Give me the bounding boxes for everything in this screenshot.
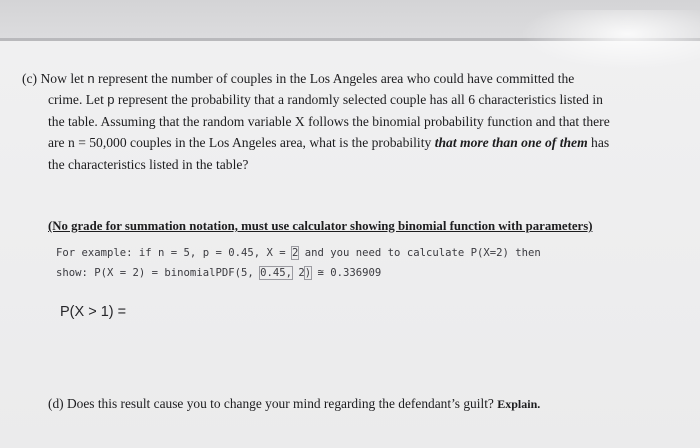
text: represent the number of couples in the Los Angeles area who could have committed the [94,71,575,86]
variable-n: n [87,71,95,86]
emphasis-text: that more than one of them [434,135,588,151]
probability-expression: P(X > 1) = [60,304,127,320]
text: and you need to calculate P(X=2) then [298,247,541,259]
screen-glare [520,10,700,70]
requirement-note: (No grade for summation notation, must use calculator showing binomial function with parameters) [48,219,593,233]
text: 2 [292,267,305,279]
part-d-question [48,396,540,412]
text: the characteristics listed in the table? [48,156,249,172]
example-line-1 [56,243,541,263]
highlight-box: 0.45, [260,267,292,279]
text: (c) Now let [22,71,88,86]
part-c-line-4 [22,132,672,153]
highlight-box: 2 [292,247,299,259]
text: crime. Let [48,92,108,108]
text: the table. Assuming that the random variable X follows the binomial probability function and that there [48,113,610,129]
text: are n = 50,000 couples in the Los Angeles area, what is the probability [48,135,435,151]
text: For example: if n = 5, p = 0.45, X = [56,247,292,259]
part-c-line-1 [22,68,672,89]
text: show: P(X = 2) = binomialPDF(5, [56,267,261,279]
explain-label: Explain. [497,397,541,411]
example-line-2 [56,263,541,283]
highlight-box: ) [304,267,312,279]
text: ≅ 0.336909 [311,267,382,279]
part-c-line-2 [22,89,672,110]
text: has [587,135,610,151]
part-c-paragraph [22,68,672,175]
part-c-line-3 [22,111,672,132]
text: (d) Does this result cause you to change your mind regarding the defendant’s guilt? [48,396,498,411]
part-c-line-5 [22,154,672,175]
example-block [56,243,541,283]
text: represent the probability that a randomly selected couple has all 6 characteristics listed in [114,92,603,108]
variable-p: p [107,92,115,108]
